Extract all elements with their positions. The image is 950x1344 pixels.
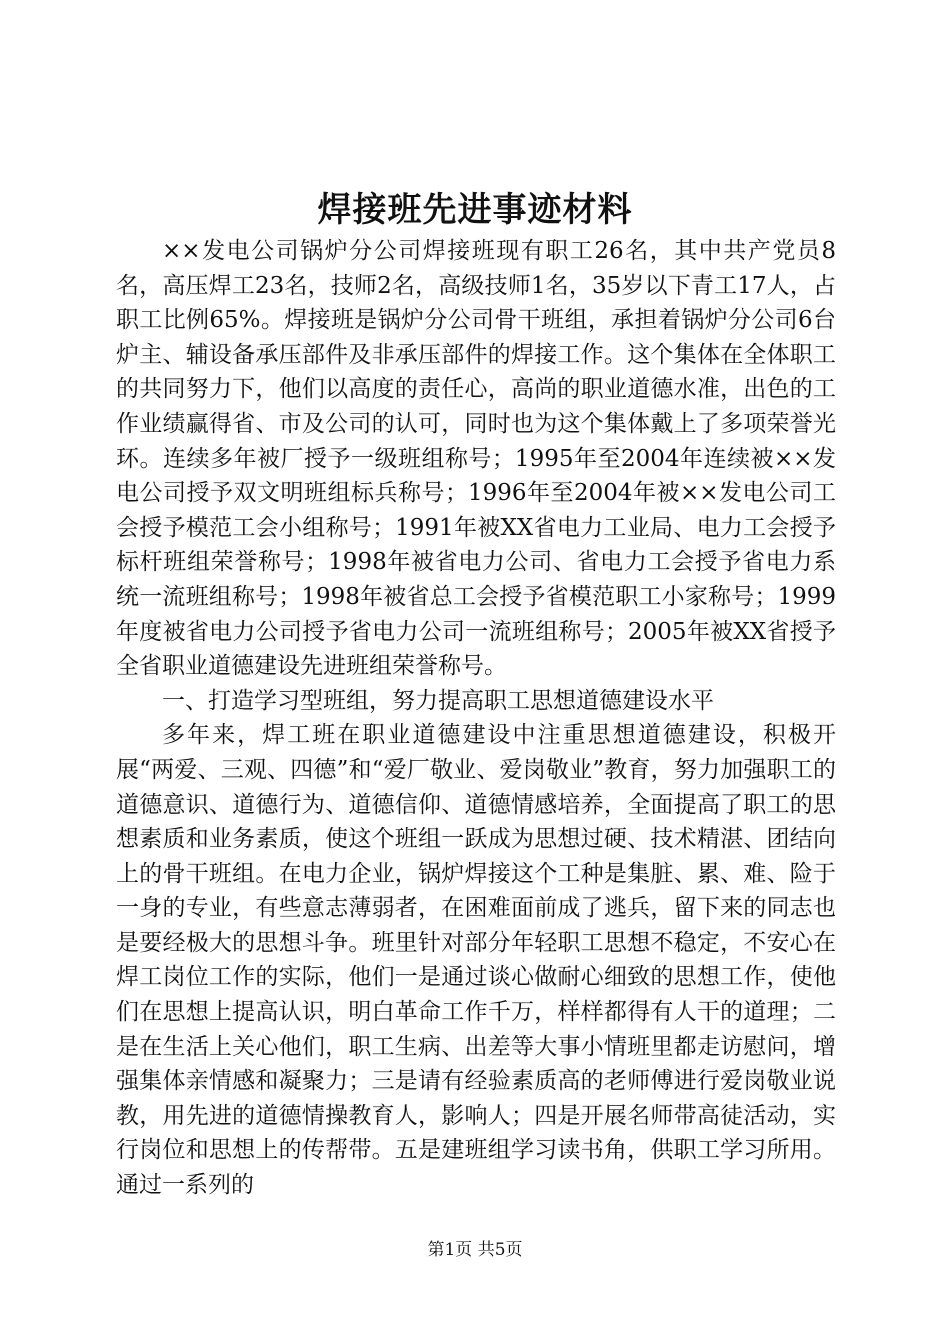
paragraph-intro: ××发电公司锅炉分公司焊接班现有职工26名，其中共产党员8名，高压焊工23名，技师2名，高级技师1名，35岁以下青工17人，占职工比例65%。焊接班是锅炉分公司骨干班组，承担着锅炉分公司6台炉主、辅设备承压部件及非承压部件的焊接工作。这个集体在全体职工的共同努力下，他们以高度的责任心，高尚的职业道德水准，出色的工作业绩赢得省、市及公司的认可，同时也为这个集体戴上了多项荣誉光环。连续多年被厂授予一级班组称号；1995年至2004年连续被××发电公司授予双文明班组标兵称号；1996年至2004年被××发电公司工会授予模范工会小组称号；1991年被XX省电力工业局、电力工会授予标杆班组荣誉称号；1998年被省电力公司、省电力工会授予省电力系统一流班组称号；1998年被省总工会授予省模范职工小家称号；1999年度被省电力公司授予省电力公司一流班组称号；2005年被XX省授予全省职业道德建设先进班组荣誉称号。 bbox=[116, 238, 836, 680]
section-heading-1: 一、打造学习型班组，努力提高职工思想道德建设水平 bbox=[162, 687, 714, 714]
document-title: 焊接班先进事迹材料 bbox=[317, 190, 633, 230]
page-footer: 第1页 共5页 bbox=[427, 1240, 523, 1260]
paragraph-section-1: 多年来，焊工班在职业道德建设中注重思想道德建设，积极开展“两爱、三观、四德”和“爱厂敬业、爱岗敬业”教育，努力加强职工的道德意识、道德行为、道德信仰、道德情感培养，全面提高了职工的思想素质和业务素质，使这个班组一跃成为思想过硬、技术精湛、团结向上的骨干班组。在电力企业，锅炉焊接这个工种是集脏、累、难、险于一身的专业，有些意志薄弱者，在困难面前成了逃兵，留下来的同志也是要经极大的思想斗争。班里针对部分年轻职工思想不稳定，不安心在焊工岗位工作的实际，他们一是通过谈心做耐心细致的思想工作，使他们在思想上提高认识，明白革命工作千万，样样都得有人干的道理；二是在生活上关心他们，职工生病、出差等大事小情班里都走访慰问，增强集体亲情感和凝聚力；三是请有经验素质高的老师傅进行爱岗敬业说教，用先进的道德情操教育人，影响人；四是开展名师带高徒活动，实行岗位和思想上的传帮带。五是建班组学习读书角，供职工学习所用。通过一系列的 bbox=[116, 722, 836, 1199]
document-body bbox=[116, 234, 836, 1203]
